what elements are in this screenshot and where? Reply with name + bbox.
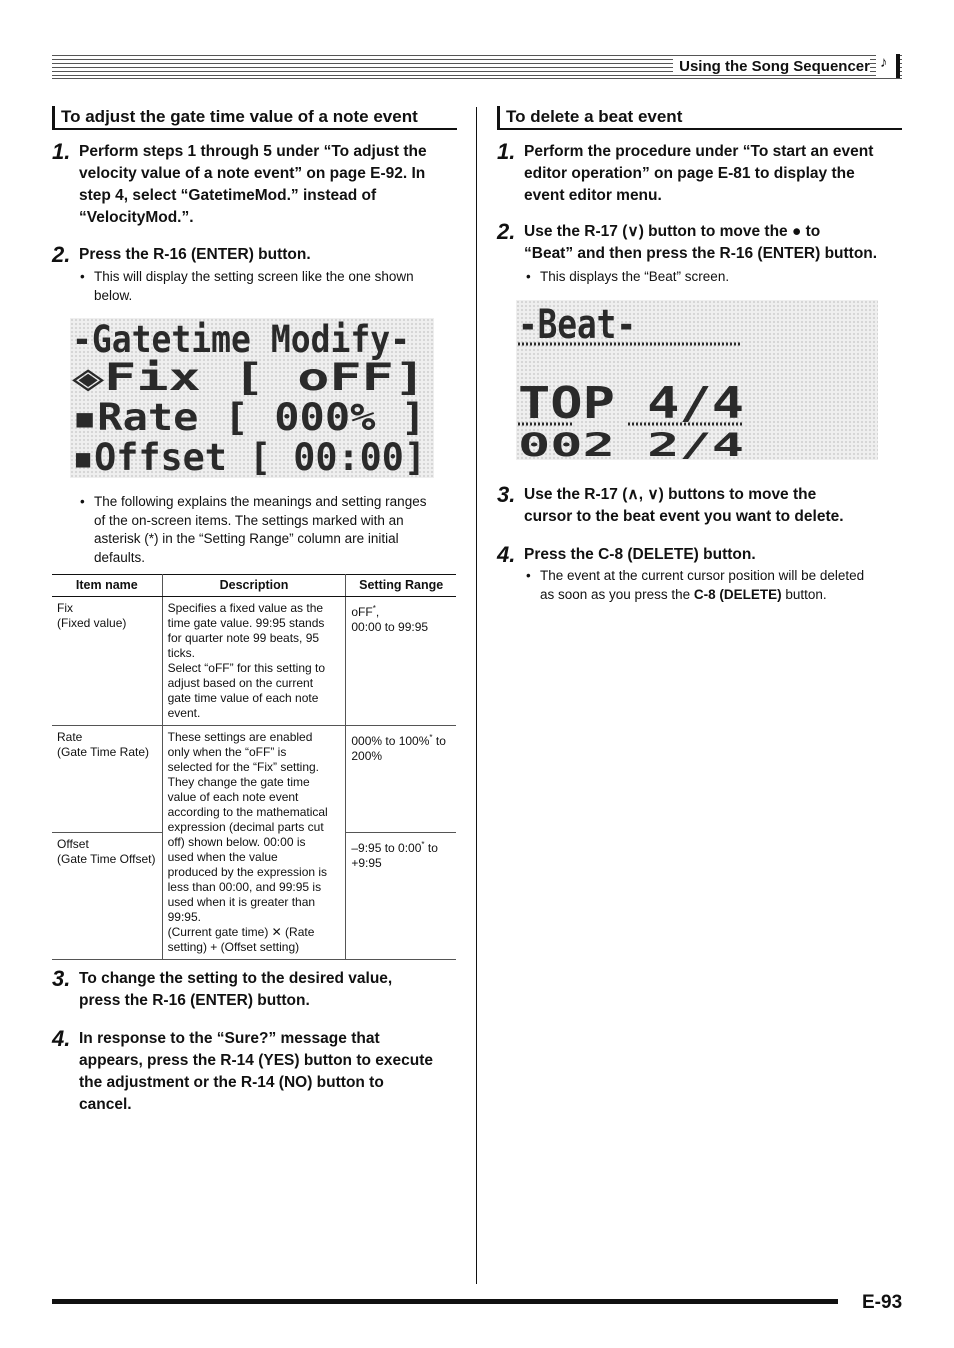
lcd-line-rate: ▪Rate [ 000% ]	[72, 396, 426, 439]
rate-sub: (Gate Time Rate)	[57, 745, 150, 759]
page-number: E-93	[862, 1292, 903, 1313]
left-bullet-display: • This will display the setting screen like the one shown below.	[94, 268, 414, 305]
offset-range: –9:95 to 0:00* to +9:95	[346, 832, 456, 959]
left-step-3-number: 3.	[52, 966, 71, 991]
rate-range: 000% to 100%* to 200%	[346, 726, 456, 833]
music-note-icon: ♪	[876, 54, 900, 78]
settings-table	[52, 574, 456, 960]
beat-lcd-title: -Beat-	[518, 302, 636, 348]
column-divider	[476, 107, 477, 1284]
left-step-1-text: Perform steps 1 through 5 under “To adjust the velocity value of a note event” on page E-92. In step 4, select “GatetimeMod.” instead of “VelocityMod.”.	[79, 143, 427, 226]
header-title: Using the Song Sequencer	[673, 58, 870, 75]
right-step-4-number: 4.	[497, 542, 516, 567]
left-step-2-number: 2.	[52, 242, 71, 267]
fix-sub: (Fixed value)	[57, 616, 127, 630]
fix-range: oFF*, 00:00 to 99:95	[346, 597, 456, 726]
fix-description: Specifies a fixed value as the time gate value. 99:95 stands for quarter note 99 beats, 95 ticks. Select “oFF” for this setting to adjust based on the current gate time value of each note event.	[162, 597, 346, 726]
right-step-1-text: Perform the procedure under “To start an event editor operation” on page E-81 to display the event editor menu.	[524, 143, 874, 204]
fix-name: Fix	[57, 601, 73, 615]
right-step-2-text: Use the R-17 (∨) button to move the ● to “Beat” and then press the R-16 (ENTER) button.	[524, 223, 878, 262]
table-header-range: Setting Range	[346, 575, 456, 597]
footer-bar	[52, 1299, 838, 1304]
lcd-line-fix: ◈Fix [ oFF]	[72, 356, 426, 399]
left-step-1-number: 1.	[52, 139, 71, 164]
left-step-2-text: Press the R-16 (ENTER) button.	[79, 246, 311, 263]
table-row	[52, 726, 456, 833]
rate-name: Rate	[57, 730, 83, 744]
table-row	[52, 597, 456, 726]
right-section-heading: To delete a beat event	[497, 106, 902, 130]
table-header-item: Item name	[52, 575, 162, 597]
right-step-1-number: 1.	[497, 139, 516, 164]
left-section-heading: To adjust the gate time value of a note event	[52, 106, 457, 130]
right-step-3-text: Use the R-17 (∧, ∨) buttons to move the cursor to the beat event you want to delete.	[524, 486, 844, 525]
beat-lcd-event: 002 2/4	[518, 426, 744, 460]
right-bullet-delete: • The event at the current cursor position will be deleted as soon as you press the C-8 (DELETE) button.	[540, 567, 864, 604]
left-step-3-text: To change the setting to the desired value, press the R-16 (ENTER) button.	[79, 970, 393, 1009]
offset-sub: (Gate Time Offset)	[57, 851, 156, 866]
left-step-4-number: 4.	[52, 1026, 71, 1051]
right-step-2-number: 2.	[497, 219, 516, 244]
lcd-line-offset: ▪Offset [ 00:00]	[72, 436, 426, 478]
beat-lcd-screen	[516, 300, 878, 460]
lcd-line-title: -Gatetime Modify-	[72, 318, 410, 361]
beat-lcd-top: TOP 4/4	[518, 378, 744, 429]
shared-description: These settings are enabled only when the “oFF” is selected for the “Fix” setting. They change the gate time value of each note event according to the mathematical expression (decimal parts cut off) shown below. 00:00 is used when the value produced by the expression is less than 00:00, and 99:95 is used when it is greater than 99:95. (Current gate time) ✕ (Rate setting) + (Offset setting)	[162, 726, 346, 960]
right-step-4-text: Press the C-8 (DELETE) button.	[524, 546, 756, 563]
left-bullet-explain: • The following explains the meanings and setting ranges of the on-screen items. The settings marked with an asterisk (*) in the “Setting Range” column are initial defaults.	[94, 493, 426, 567]
table-header-description: Description	[162, 575, 346, 597]
left-step-4-text: In response to the “Sure?” message that appears, press the R-14 (YES) button to execute the adjustment or the R-14 (NO) button to cancel.	[79, 1030, 434, 1113]
right-bullet-beat-screen: • This displays the “Beat” screen.	[540, 268, 729, 287]
offset-name: Offset	[57, 836, 89, 851]
right-step-3-number: 3.	[497, 482, 516, 507]
gatetime-lcd-screen	[70, 318, 434, 478]
